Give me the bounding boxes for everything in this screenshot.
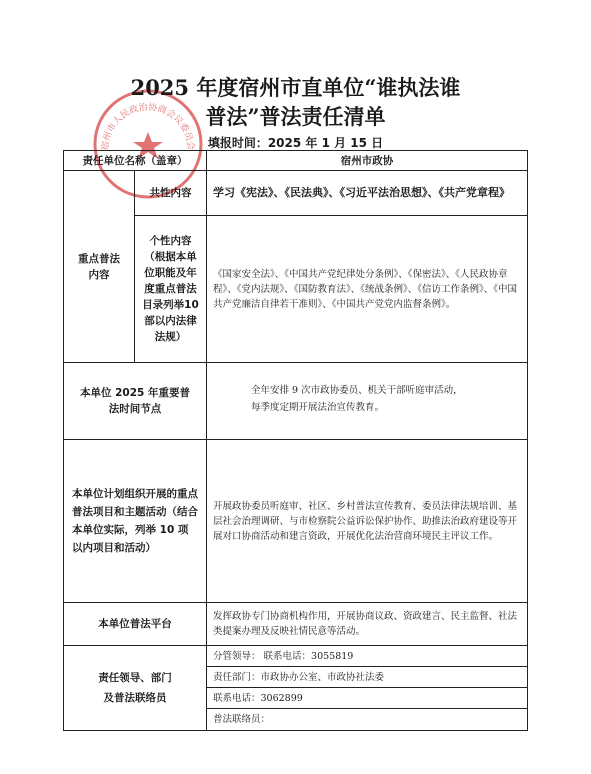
time-nodes-line-1: 全年安排 9 次市政协委员、机关干部听庭审活动， [251, 385, 463, 396]
contacts-label [63, 645, 207, 731]
contact-phone: 联系电话：3062899 [206, 687, 528, 709]
document-title-line-1: 2025 年度宿州市直单位“谁执法谁 [130, 75, 461, 100]
unit-name-value: 宿州市政协 [206, 150, 528, 171]
personal-content-value: 《国家安全法》、《中国共产党纪律处分条例》、《保密法》、《人民政协章程》、《党内法规》、《国防教育法》、《统战条例》、《信访工作条例》、《中国共产党廉洁自律若干准则》、《中国共产党党内监督条例》。 [206, 215, 528, 363]
time-nodes-line-2: 每季度定期开展法治宣传教育。 [251, 402, 385, 413]
common-content-label: 共性内容 [134, 170, 207, 216]
contacts-label-line-1: 责任领导、部门 [98, 672, 172, 684]
seal-text: 宿州市人民政治协商会议委员会 [100, 102, 196, 151]
key-projects-label: 本单位计划组织开展的重点普法项目和主题活动（结合本单位实际，列举 10 项以内项目和活动） [63, 439, 207, 603]
platform-value: 发挥政协专门协商机构作用，开展协商议政、资政建言、民主监督、社法类提案办理及反映社情民意等活动。 [206, 602, 528, 646]
time-nodes-label: 本单位 2025 年重要普法时间节点 [63, 362, 207, 440]
contacts-label-line-2: 及普法联络员 [103, 692, 167, 704]
platform-label: 本单位普法平台 [63, 602, 207, 646]
key-projects-value: 开展政协委员听庭审、社区、乡村普法宣传教育、委员法律法规培训、基层社会治理调研、与市检察院公益诉讼保护协作、助推法治政府建设等开展对口协商活动和建言资政，开展优化法治营商环境民主评议工作。 [206, 439, 528, 603]
unit-name-label: 责任单位名称（盖章） [63, 150, 207, 171]
time-nodes-value [206, 362, 528, 440]
common-content-value: 学习《宪法》、《民法典》、《习近平法治思想》、《共产党章程》 [206, 170, 528, 216]
key-content-label: 重点普法内容 [63, 170, 135, 363]
personal-content-label: 个性内容（根据本单位职能及年度重点普法目录列举10部以内法律法规） [134, 215, 207, 363]
contact-dept: 责任部门：市政协办公室、市政协社法委 [206, 666, 528, 688]
document-title-line-2: 普法”普法责任清单 [205, 104, 386, 129]
contact-leader: 分管领导： 联系电话：3055819 [206, 645, 528, 667]
contact-liaison: 普法联络员： [206, 708, 528, 731]
fill-date: 填报时间：2025 年 1 月 15 日 [207, 136, 384, 150]
